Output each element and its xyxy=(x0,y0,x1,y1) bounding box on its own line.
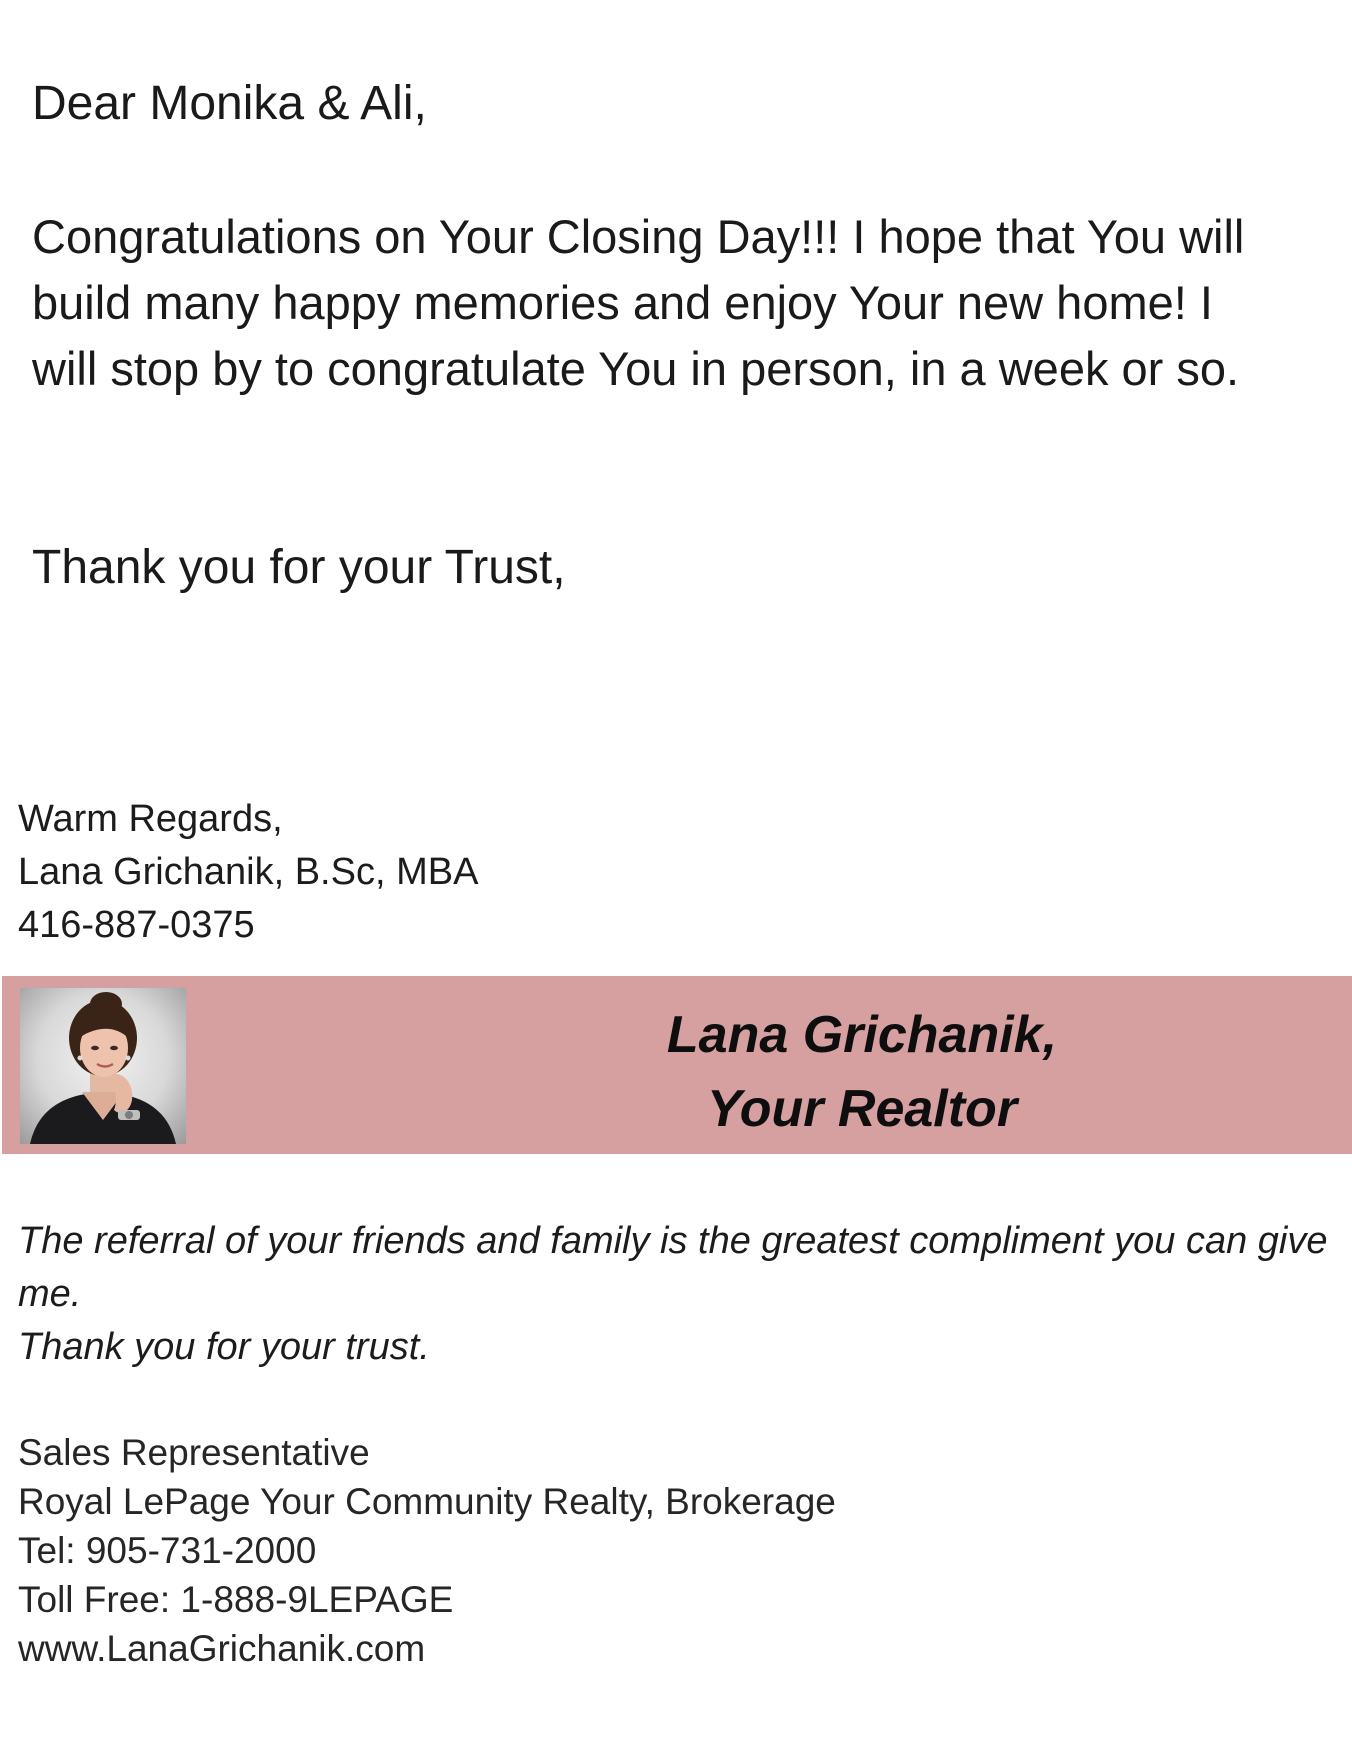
referral-line-1: The referral of your friends and family is the greatest compliment you can give xyxy=(18,1220,1328,1262)
referral-line-3: Thank you for your trust. xyxy=(18,1326,430,1368)
realtor-photo xyxy=(20,988,186,1144)
banner-title-line-2: Your Realtor xyxy=(706,1080,1018,1138)
letter-body-line-1: Congratulations on Your Closing Day!!! I hope that You will xyxy=(32,210,1245,263)
contact-toll-free: Toll Free: 1-888-9LEPAGE xyxy=(18,1579,454,1620)
letter-body xyxy=(32,204,1332,402)
referral-line-2: me. xyxy=(18,1273,82,1315)
contact-brokerage: Royal LePage Your Community Realty, Brokerage xyxy=(18,1481,836,1522)
letter-body-line-2: build many happy memories and enjoy Your new home! I xyxy=(32,276,1213,329)
referral-note xyxy=(18,1215,1328,1374)
banner-title-line-1: Lana Grichanik, xyxy=(666,1006,1058,1064)
signature-name: Lana Grichanik, B.Sc, MBA xyxy=(18,851,479,893)
contact-block xyxy=(18,1428,836,1673)
signature-closing: Warm Regards, xyxy=(18,798,283,840)
letter-thanks: Thank you for your Trust, xyxy=(32,541,566,594)
signature-phone: 416-887-0375 xyxy=(18,904,255,946)
realtor-banner xyxy=(2,976,1352,1154)
letter-body-line-3: will stop by to congratulate You in person, in a week or so. xyxy=(32,342,1240,395)
contact-role: Sales Representative xyxy=(18,1432,370,1473)
signature-block xyxy=(18,793,478,952)
realtor-portrait-icon xyxy=(20,988,186,1144)
letter-salutation: Dear Monika & Ali, xyxy=(32,77,427,130)
contact-tel: Tel: 905-731-2000 xyxy=(18,1530,317,1571)
banner-title xyxy=(332,998,1352,1146)
contact-website-link[interactable]: www.LanaGrichanik.com xyxy=(18,1628,426,1669)
